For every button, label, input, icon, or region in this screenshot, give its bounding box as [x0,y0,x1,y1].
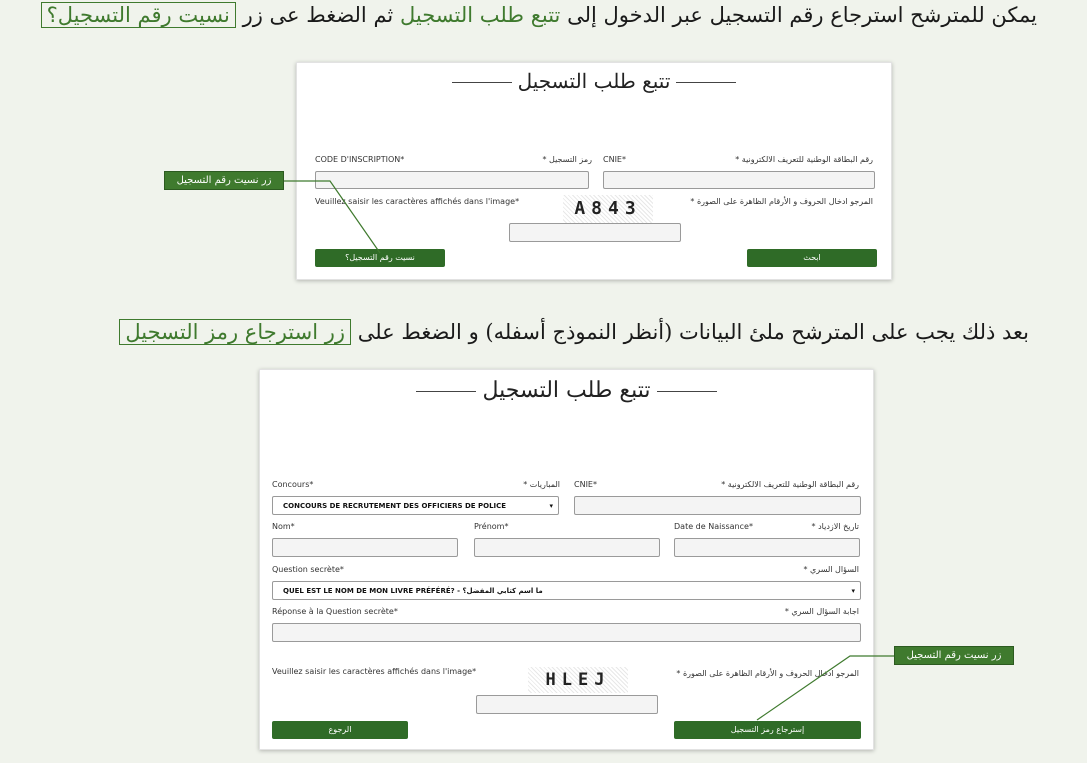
concours-label-fr: Concours* [272,480,314,489]
answer-label-ar: اجابة السؤال السري * [784,607,859,616]
intro-text-1: يمكن للمترشح استرجاع رقم التسجيل عبر الدخول إلى [567,3,1037,27]
code-input[interactable] [315,171,589,189]
dob-input[interactable] [674,538,860,557]
cnie2-label-fr: CNIE* [574,480,597,489]
cnie2-input[interactable] [574,496,861,515]
forgot-code-button[interactable]: نسيت رقم التسجيل؟ [315,249,445,267]
answer-input[interactable] [272,623,861,642]
intro-button-ref: نسيت رقم التسجيل؟ [41,2,236,28]
search-button[interactable]: ابحث [747,249,877,267]
answer-label-fr: Réponse à la Question secrète* [272,607,398,616]
nom-input[interactable] [272,538,458,557]
intro-link: تتبع طلب التسجيل [399,3,561,27]
captcha-label-fr: Veuillez saisir les caractères affichés dans l'image* [315,197,520,206]
cnie-input[interactable] [603,171,875,189]
callout-forgot-code-2: زر نسيت رقم التسجيل [894,646,1014,665]
question-select[interactable]: QUEL EST LE NOM DE MON LIVRE PRÉFÉRÉ? - ما اسم كتابي المفضل؟ ▾ [272,581,861,600]
question-label-fr: Question secrète* [272,565,344,574]
back-button[interactable]: الرجوع [272,721,408,739]
middle-line [119,320,1029,344]
middle-text: بعد ذلك يجب على المترشح ملئ البيانات (أنظر النموذج أسفله) و الضغط على [357,320,1029,344]
chevron-down-icon: ▾ [549,502,553,510]
prenom-input[interactable] [474,538,660,557]
nom-label: Nom* [272,522,295,531]
concours-select[interactable]: CONCOURS DE RECRUTEMENT DES OFFICIERS DE POLICE ▾ [272,496,559,515]
captcha2-label-ar: المرجو ادخال الحروف و الأرقام الظاهرة على الصورة * [676,669,859,678]
intro-line [41,3,1037,27]
dob-label-fr: Date de Naissance* [674,522,753,531]
captcha-label-ar: المرجو ادخال الحروف و الأرقام الظاهرة على الصورة * [690,197,873,206]
panel2-title: تتبع طلب التسجيل [260,378,873,403]
cnie-label-fr: CNIE* [603,155,626,164]
captcha2-image: HLEJ [528,667,628,693]
chevron-down-icon: ▾ [851,587,855,595]
captcha-image: A843 [563,195,653,223]
recover-code-button[interactable]: إسترجاع رمز التسجيل [674,721,861,739]
code-label-ar: رمز التسجيل * [542,155,592,164]
prenom-label: Prénom* [474,522,509,531]
captcha2-label-fr: Veuillez saisir les caractères affichés dans l'image* [272,667,477,676]
middle-button-ref: زر استرجاع رمز التسجيل [119,319,351,345]
captcha2-input[interactable] [476,695,658,714]
question-label-ar: السؤال السري * [803,565,859,574]
form-panel-track [296,62,892,280]
dob-label-ar: تاريخ الازدياد * [811,522,859,531]
code-label-fr: CODE D'INSCRIPTION* [315,155,405,164]
callout-forgot-code-1: زر نسيت رقم التسجيل [164,171,284,190]
intro-text-2: ثم الضغط عى زر [242,3,394,27]
captcha-input[interactable] [509,223,681,242]
cnie-label-ar: رقم البطاقة الوطنية للتعريف الالكترونية * [735,155,873,164]
panel1-title: تتبع طلب التسجيل [297,69,891,93]
cnie2-label-ar: رقم البطاقة الوطنية للتعريف الالكترونية * [721,480,859,489]
form-panel-recover [259,369,874,750]
concours-label-ar: المباريات * [523,480,560,489]
